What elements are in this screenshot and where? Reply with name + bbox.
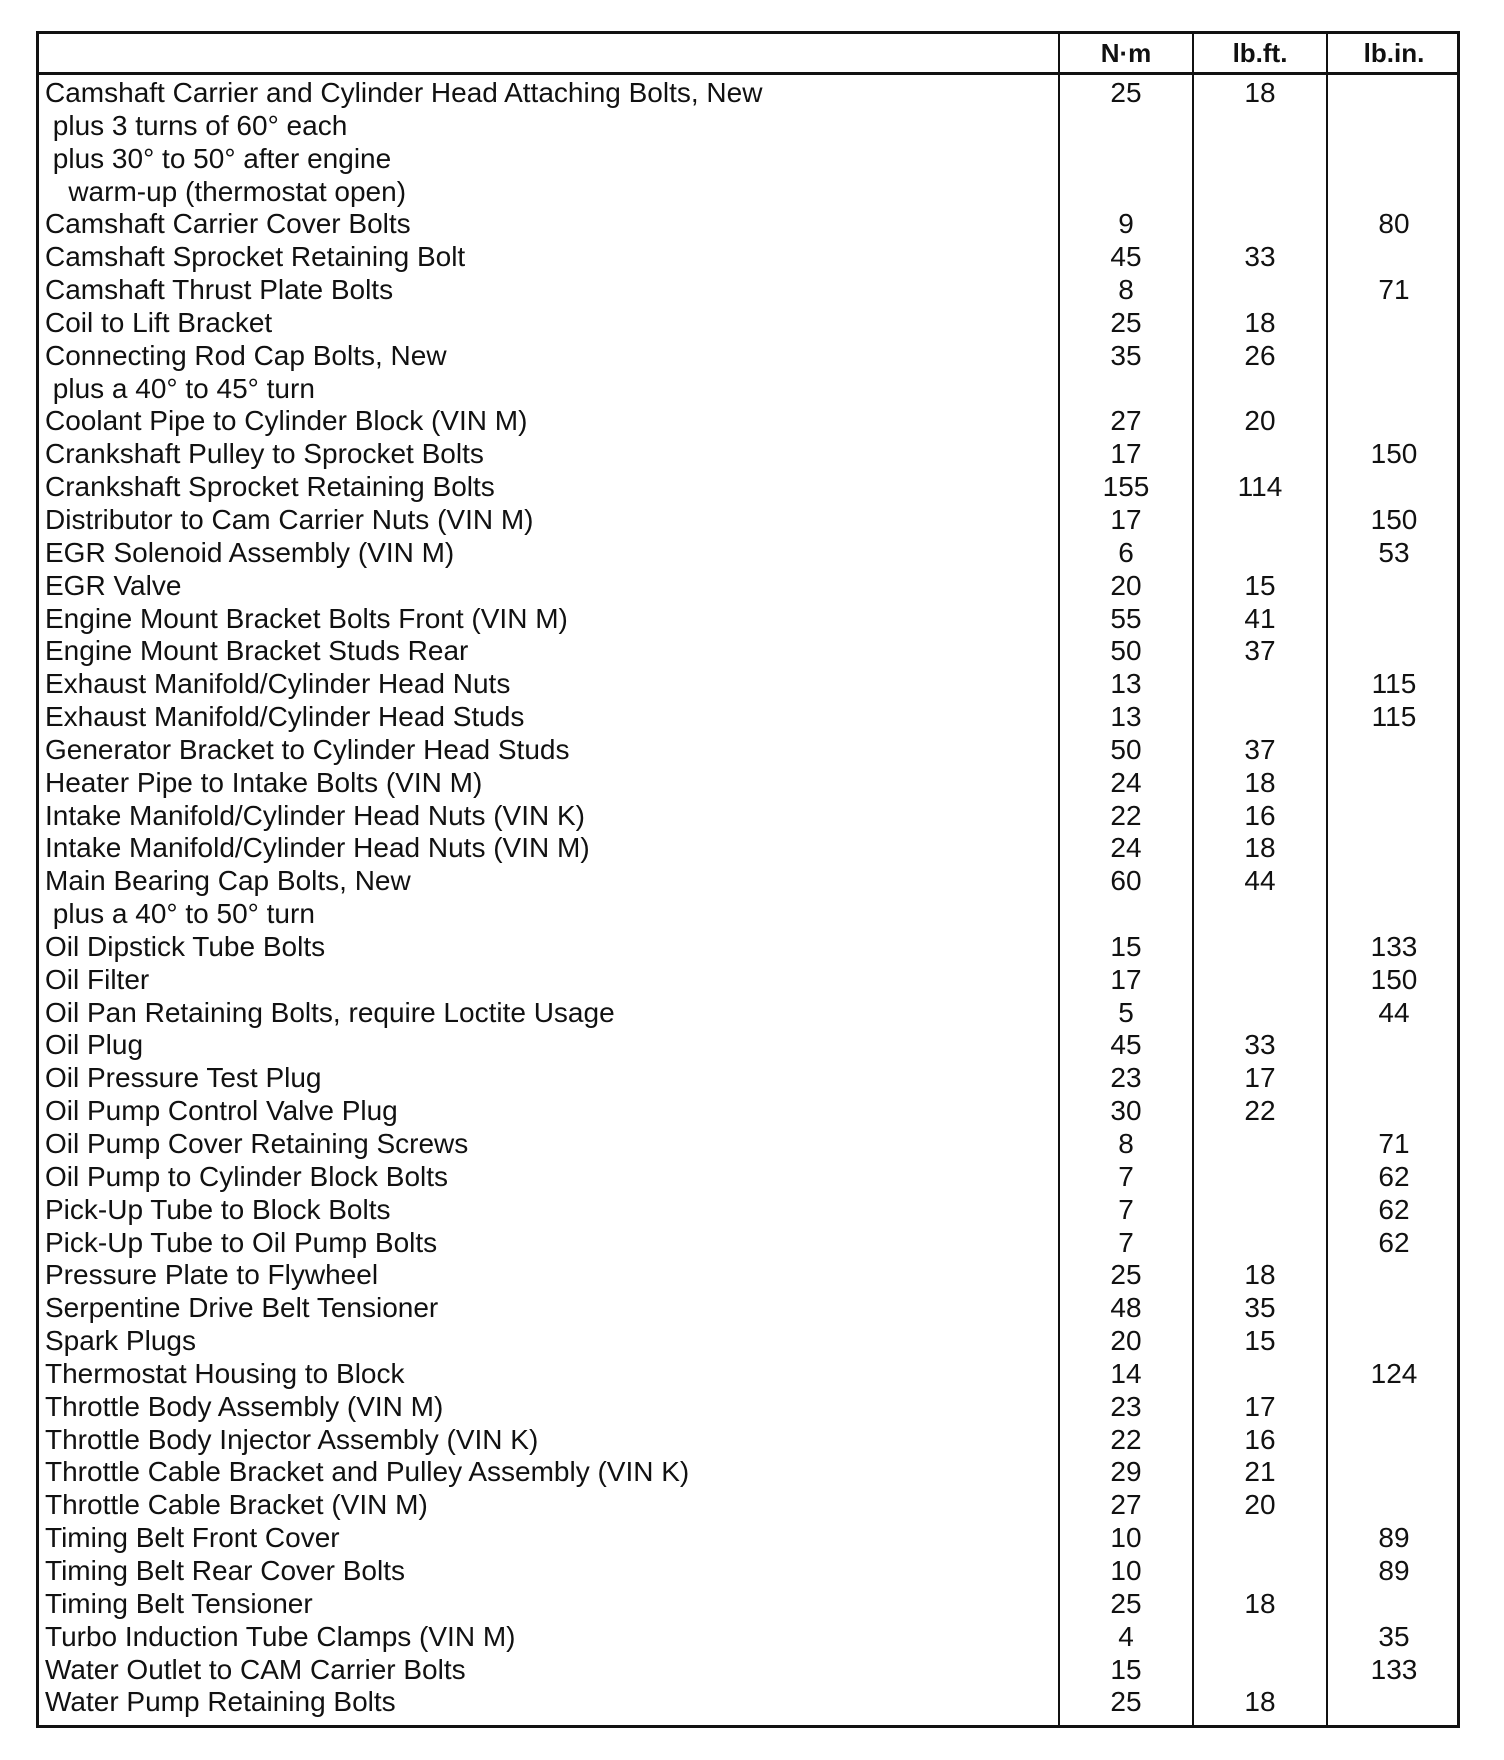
row-description: Oil Pan Retaining Bolts, require Loctite Usage	[45, 996, 615, 1028]
table-row	[39, 1161, 1457, 1194]
row-description: Throttle Cable Bracket and Pulley Assembly (VIN K)	[45, 1456, 690, 1488]
table-row	[39, 1654, 1457, 1687]
header-lbin: lb.in.	[1363, 38, 1425, 68]
row-lbft: 18	[1244, 1259, 1276, 1291]
row-nm: 25	[1110, 306, 1142, 338]
row-description: plus 3 turns of 60° each	[45, 109, 348, 141]
row-lbft: 18	[1244, 1587, 1276, 1619]
row-lbft: 17	[1244, 1390, 1276, 1422]
table-row	[39, 1325, 1457, 1358]
row-description: Generator Bracket to Cylinder Head Studs	[45, 733, 570, 765]
row-description: Distributor to Cam Carrier Nuts (VIN M)	[45, 503, 534, 535]
row-lbft: 41	[1244, 602, 1276, 634]
row-lbft: 20	[1244, 405, 1276, 437]
row-description: Engine Mount Bracket Bolts Front (VIN M)	[45, 602, 568, 634]
row-nm: 10	[1110, 1554, 1142, 1586]
row-description: Spark Plugs	[45, 1325, 196, 1357]
row-nm: 55	[1110, 602, 1142, 634]
row-lbft: 35	[1244, 1292, 1276, 1324]
table-row	[39, 865, 1457, 898]
row-nm: 7	[1118, 1160, 1134, 1192]
row-nm: 25	[1110, 1686, 1142, 1718]
row-nm: 15	[1110, 1653, 1142, 1685]
row-nm: 24	[1110, 766, 1142, 798]
row-description: Oil Pump Control Valve Plug	[45, 1095, 398, 1127]
row-description: warm-up (thermostat open)	[45, 175, 407, 207]
table-row	[39, 1358, 1457, 1391]
row-description: Oil Plug	[45, 1029, 144, 1061]
row-lbft: 26	[1244, 339, 1276, 371]
table-row	[39, 241, 1457, 274]
table-row	[39, 1292, 1457, 1325]
row-lbft: 37	[1244, 635, 1276, 667]
row-description: plus a 40° to 50° turn	[45, 898, 315, 930]
row-nm: 22	[1110, 799, 1142, 831]
row-lbin: 71	[1378, 1128, 1410, 1159]
row-lbin: 133	[1370, 930, 1418, 962]
table-row	[39, 208, 1457, 241]
table-row	[39, 1456, 1457, 1489]
row-nm: 29	[1110, 1456, 1142, 1488]
row-lbft: 33	[1244, 241, 1276, 273]
header-lbft: lb.ft.	[1232, 38, 1288, 68]
row-description: plus a 40° to 45° turn	[45, 372, 315, 404]
row-nm: 25	[1110, 1587, 1142, 1619]
row-lbin: 53	[1378, 536, 1410, 568]
row-description: Exhaust Manifold/Cylinder Head Nuts	[45, 668, 511, 700]
row-nm: 13	[1110, 701, 1142, 733]
row-nm: 15	[1110, 930, 1142, 962]
row-lbin: 133	[1370, 1653, 1418, 1685]
row-description: plus 30° to 50° after engine	[45, 142, 392, 174]
row-lbin: 35	[1378, 1620, 1410, 1652]
row-description: Timing Belt Front Cover	[45, 1522, 340, 1554]
table-row	[39, 438, 1457, 471]
row-description: Oil Pump Cover Retaining Screws	[45, 1128, 469, 1159]
header-nm: N·m	[1100, 38, 1152, 68]
row-nm: 27	[1110, 405, 1142, 437]
row-description: Connecting Rod Cap Bolts, New	[45, 339, 447, 371]
row-nm: 8	[1118, 274, 1134, 306]
row-nm: 35	[1110, 339, 1142, 371]
table-row	[39, 964, 1457, 997]
row-description: Engine Mount Bracket Studs Rear	[45, 635, 469, 667]
row-nm: 5	[1118, 996, 1134, 1028]
row-lbft: 22	[1244, 1095, 1276, 1127]
row-lbft: 21	[1244, 1456, 1276, 1488]
row-lbin: 62	[1378, 1226, 1410, 1258]
row-description: Timing Belt Tensioner	[45, 1587, 313, 1619]
row-description: Oil Filter	[45, 963, 150, 995]
row-description: Oil Dipstick Tube Bolts	[45, 930, 326, 962]
row-nm: 7	[1118, 1193, 1134, 1225]
table-row	[39, 110, 1457, 143]
row-lbft: 15	[1244, 1325, 1276, 1357]
row-lbin: 115	[1371, 701, 1417, 733]
row-lbft: 37	[1244, 733, 1276, 765]
row-description: Main Bearing Cap Bolts, New	[45, 865, 411, 897]
table-row	[39, 1621, 1457, 1654]
row-description: Water Pump Retaining Bolts	[45, 1686, 396, 1718]
table-row	[39, 1259, 1457, 1292]
row-lbin: 71	[1378, 274, 1410, 306]
row-description: Coil to Lift Bracket	[45, 306, 273, 338]
row-nm: 4	[1118, 1620, 1134, 1652]
table-row	[39, 1029, 1457, 1062]
row-lbft: 16	[1244, 799, 1276, 831]
row-nm: 60	[1110, 865, 1142, 897]
table-row	[39, 373, 1457, 406]
row-nm: 45	[1110, 1029, 1142, 1061]
table-row	[39, 1062, 1457, 1095]
row-nm: 30	[1110, 1095, 1142, 1127]
row-description: Water Outlet to CAM Carrier Bolts	[45, 1653, 466, 1685]
row-lbin: 150	[1370, 438, 1418, 470]
row-lbin: 124	[1370, 1357, 1418, 1389]
table-row	[39, 176, 1457, 209]
table-row	[39, 1555, 1457, 1588]
table-row	[39, 77, 1457, 110]
row-lbft: 18	[1244, 77, 1276, 108]
row-nm: 50	[1110, 733, 1142, 765]
row-nm: 17	[1110, 438, 1142, 470]
row-nm: 23	[1110, 1062, 1142, 1094]
table-row	[39, 471, 1457, 504]
row-description: EGR Solenoid Assembly (VIN M)	[45, 536, 455, 568]
table-row	[39, 898, 1457, 931]
row-nm: 45	[1110, 241, 1142, 273]
row-description: Thermostat Housing to Block	[45, 1357, 405, 1389]
row-lbft: 20	[1244, 1489, 1276, 1521]
row-nm: 23	[1110, 1390, 1142, 1422]
row-description: Camshaft Carrier Cover Bolts	[45, 208, 411, 240]
row-lbft: 18	[1244, 1686, 1276, 1718]
table-row	[39, 1522, 1457, 1555]
table-row	[39, 701, 1457, 734]
row-nm: 9	[1118, 208, 1134, 240]
table-row	[39, 603, 1457, 636]
table-row	[39, 504, 1457, 537]
row-nm: 14	[1110, 1357, 1142, 1389]
row-lbft: 17	[1244, 1062, 1276, 1094]
row-nm: 25	[1110, 77, 1142, 108]
row-lbin: 115	[1371, 668, 1417, 700]
table-row	[39, 1095, 1457, 1128]
row-nm: 7	[1118, 1226, 1134, 1258]
row-description: Exhaust Manifold/Cylinder Head Studs	[45, 701, 525, 733]
table-row	[39, 1489, 1457, 1522]
table-row	[39, 1227, 1457, 1260]
row-lbin: 80	[1378, 208, 1410, 240]
table-body	[39, 77, 1457, 1719]
table-row	[39, 767, 1457, 800]
row-lbft: 15	[1244, 569, 1276, 601]
row-description: Turbo Induction Tube Clamps (VIN M)	[45, 1620, 516, 1652]
table-row	[39, 274, 1457, 307]
header-description	[39, 34, 1058, 72]
row-lbft: 16	[1244, 1423, 1276, 1455]
row-description: EGR Valve	[45, 569, 182, 601]
row-lbft: 44	[1244, 865, 1276, 897]
row-lbft: 114	[1237, 471, 1283, 503]
row-lbft: 18	[1244, 306, 1276, 338]
row-nm: 17	[1110, 963, 1142, 995]
row-nm: 8	[1118, 1128, 1134, 1159]
row-lbin: 89	[1378, 1554, 1410, 1586]
table-row	[39, 668, 1457, 701]
row-nm: 20	[1110, 569, 1142, 601]
table-row	[39, 1194, 1457, 1227]
table-row	[39, 997, 1457, 1030]
row-description: Camshaft Sprocket Retaining Bolt	[45, 241, 466, 273]
table-row	[39, 1128, 1457, 1161]
table-row	[39, 340, 1457, 373]
table-row	[39, 832, 1457, 865]
row-nm: 17	[1110, 503, 1142, 535]
torque-spec-table	[36, 31, 1460, 1728]
table-row	[39, 1588, 1457, 1621]
row-lbft: 18	[1244, 766, 1276, 798]
table-row	[39, 307, 1457, 340]
row-nm: 10	[1110, 1522, 1142, 1554]
table-row	[39, 1686, 1457, 1719]
table-row	[39, 143, 1457, 176]
row-description: Timing Belt Rear Cover Bolts	[45, 1554, 405, 1586]
table-row	[39, 635, 1457, 668]
row-description: Crankshaft Sprocket Retaining Bolts	[45, 471, 495, 503]
row-nm: 25	[1110, 1259, 1142, 1291]
row-lbft: 18	[1244, 832, 1276, 864]
table-row	[39, 931, 1457, 964]
row-nm: 50	[1110, 635, 1142, 667]
row-description: Camshaft Thrust Plate Bolts	[45, 274, 394, 306]
row-lbin: 62	[1378, 1193, 1410, 1225]
row-nm: 20	[1110, 1325, 1142, 1357]
row-lbin: 89	[1378, 1522, 1410, 1554]
row-description: Intake Manifold/Cylinder Head Nuts (VIN M)	[45, 832, 590, 864]
row-nm: 24	[1110, 832, 1142, 864]
row-description: Throttle Body Assembly (VIN M)	[45, 1390, 444, 1422]
row-description: Camshaft Carrier and Cylinder Head Attaching Bolts, New	[45, 77, 763, 108]
row-description: Pressure Plate to Flywheel	[45, 1259, 379, 1291]
row-nm: 27	[1110, 1489, 1142, 1521]
row-lbin: 150	[1370, 963, 1418, 995]
table-row	[39, 405, 1457, 438]
row-description: Throttle Cable Bracket (VIN M)	[45, 1489, 428, 1521]
row-nm: 155	[1102, 471, 1150, 503]
row-nm: 22	[1110, 1423, 1142, 1455]
row-lbin: 62	[1378, 1160, 1410, 1192]
row-nm: 48	[1110, 1292, 1142, 1324]
table-row	[39, 1424, 1457, 1457]
header-divider	[39, 72, 1457, 75]
table-row	[39, 570, 1457, 603]
row-description: Serpentine Drive Belt Tensioner	[45, 1292, 439, 1324]
row-description: Oil Pump to Cylinder Block Bolts	[45, 1160, 449, 1192]
table-row	[39, 537, 1457, 570]
row-description: Oil Pressure Test Plug	[45, 1062, 322, 1094]
row-lbin: 44	[1378, 996, 1410, 1028]
table-row	[39, 734, 1457, 767]
row-description: Heater Pipe to Intake Bolts (VIN M)	[45, 766, 483, 798]
row-description: Intake Manifold/Cylinder Head Nuts (VIN K)	[45, 799, 585, 831]
row-lbin: 150	[1370, 503, 1418, 535]
table-row	[39, 800, 1457, 833]
table-row	[39, 1391, 1457, 1424]
row-description: Coolant Pipe to Cylinder Block (VIN M)	[45, 405, 528, 437]
row-description: Throttle Body Injector Assembly (VIN K)	[45, 1423, 539, 1455]
row-description: Crankshaft Pulley to Sprocket Bolts	[45, 438, 484, 470]
row-nm: 6	[1118, 536, 1134, 568]
row-nm: 13	[1110, 668, 1142, 700]
row-lbft: 33	[1244, 1029, 1276, 1061]
row-description: Pick-Up Tube to Block Bolts	[45, 1193, 391, 1225]
row-description: Pick-Up Tube to Oil Pump Bolts	[45, 1226, 438, 1258]
